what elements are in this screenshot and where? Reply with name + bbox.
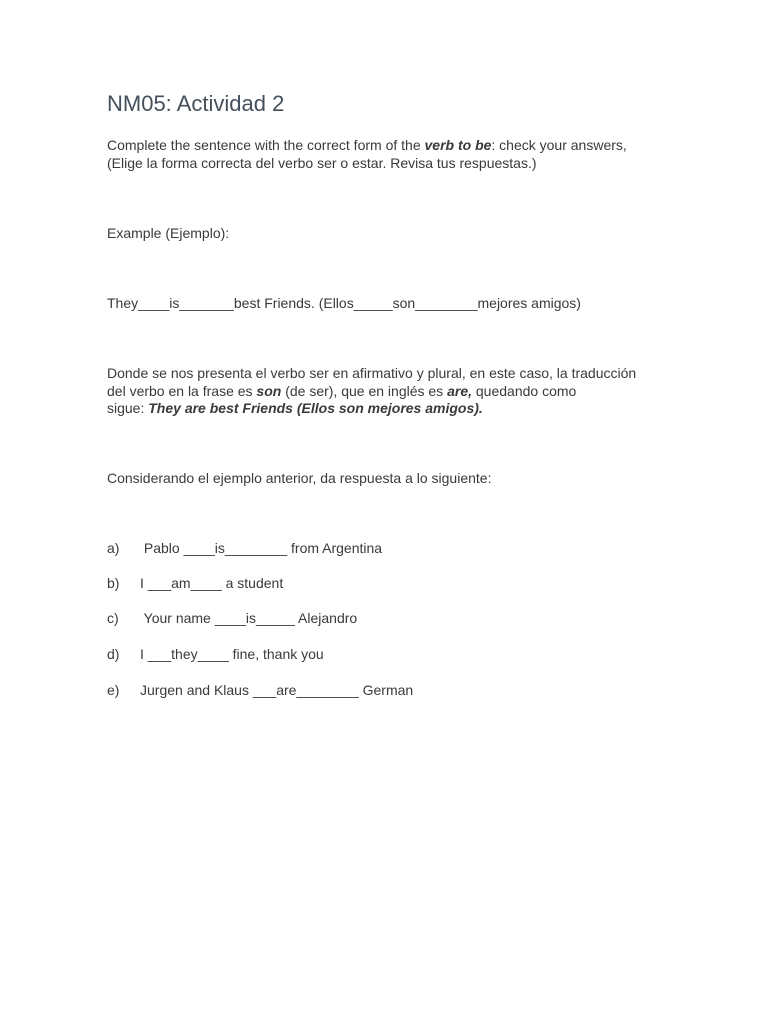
example-sentence: They____is_______best Friends. (Ellos_____son________mejores amigos) bbox=[107, 295, 581, 311]
example-label: Example (Ejemplo): bbox=[107, 225, 230, 241]
instructions-line2: (Elige la forma correcta del verbo ser o estar. Revisa tus respuestas.) bbox=[107, 154, 537, 171]
prompt-text: Considerando el ejemplo anterior, da respuesta a lo siguiente: bbox=[107, 470, 492, 486]
item-text: I ___they____ fine, thank you bbox=[140, 646, 324, 662]
explanation-line1: Donde se nos presenta el verbo ser en afirmativo y plural, en este caso, la traducción bbox=[107, 365, 637, 381]
exercise-item-d bbox=[107, 646, 324, 663]
item-marker: a) bbox=[107, 540, 120, 556]
page-title: NM05: Actividad 2 bbox=[107, 91, 285, 116]
exercise-item-b bbox=[107, 575, 283, 592]
instructions-emphasis: verb to be bbox=[424, 137, 492, 153]
item-marker: c) bbox=[107, 610, 119, 626]
explanation-line3-part1: sigue: bbox=[107, 400, 149, 416]
item-text: Pablo ____is________ from Argentina bbox=[140, 540, 383, 556]
exercise-item-e bbox=[107, 682, 413, 699]
item-text: Jurgen and Klaus ___are________ German bbox=[140, 682, 414, 698]
explanation-em-are: are, bbox=[447, 382, 472, 399]
item-marker: b) bbox=[107, 575, 120, 591]
exercise-item-c bbox=[107, 610, 357, 627]
exercise-item-a bbox=[107, 540, 382, 557]
explanation-em-sentence: They are best Friends (Ellos son mejores amigos). bbox=[148, 400, 483, 416]
item-marker: d) bbox=[107, 646, 120, 662]
instructions-line1-before: Complete the sentence with the correct form of the bbox=[107, 137, 425, 153]
explanation-line2-part3: quedando como bbox=[472, 382, 577, 399]
item-text: I ___am____ a student bbox=[140, 575, 284, 591]
instructions-paragraph bbox=[107, 137, 627, 172]
item-text: Your name ____is_____ Alejandro bbox=[140, 610, 358, 626]
item-marker: e) bbox=[107, 682, 120, 698]
explanation-line2-part1: del verbo en la frase es bbox=[107, 382, 257, 399]
instructions-line1-after: : check your answers, bbox=[491, 137, 627, 153]
explanation-paragraph bbox=[107, 365, 636, 418]
explanation-em-son: son bbox=[256, 382, 282, 399]
explanation-line2-part2: (de ser), que en inglés es bbox=[281, 382, 448, 399]
